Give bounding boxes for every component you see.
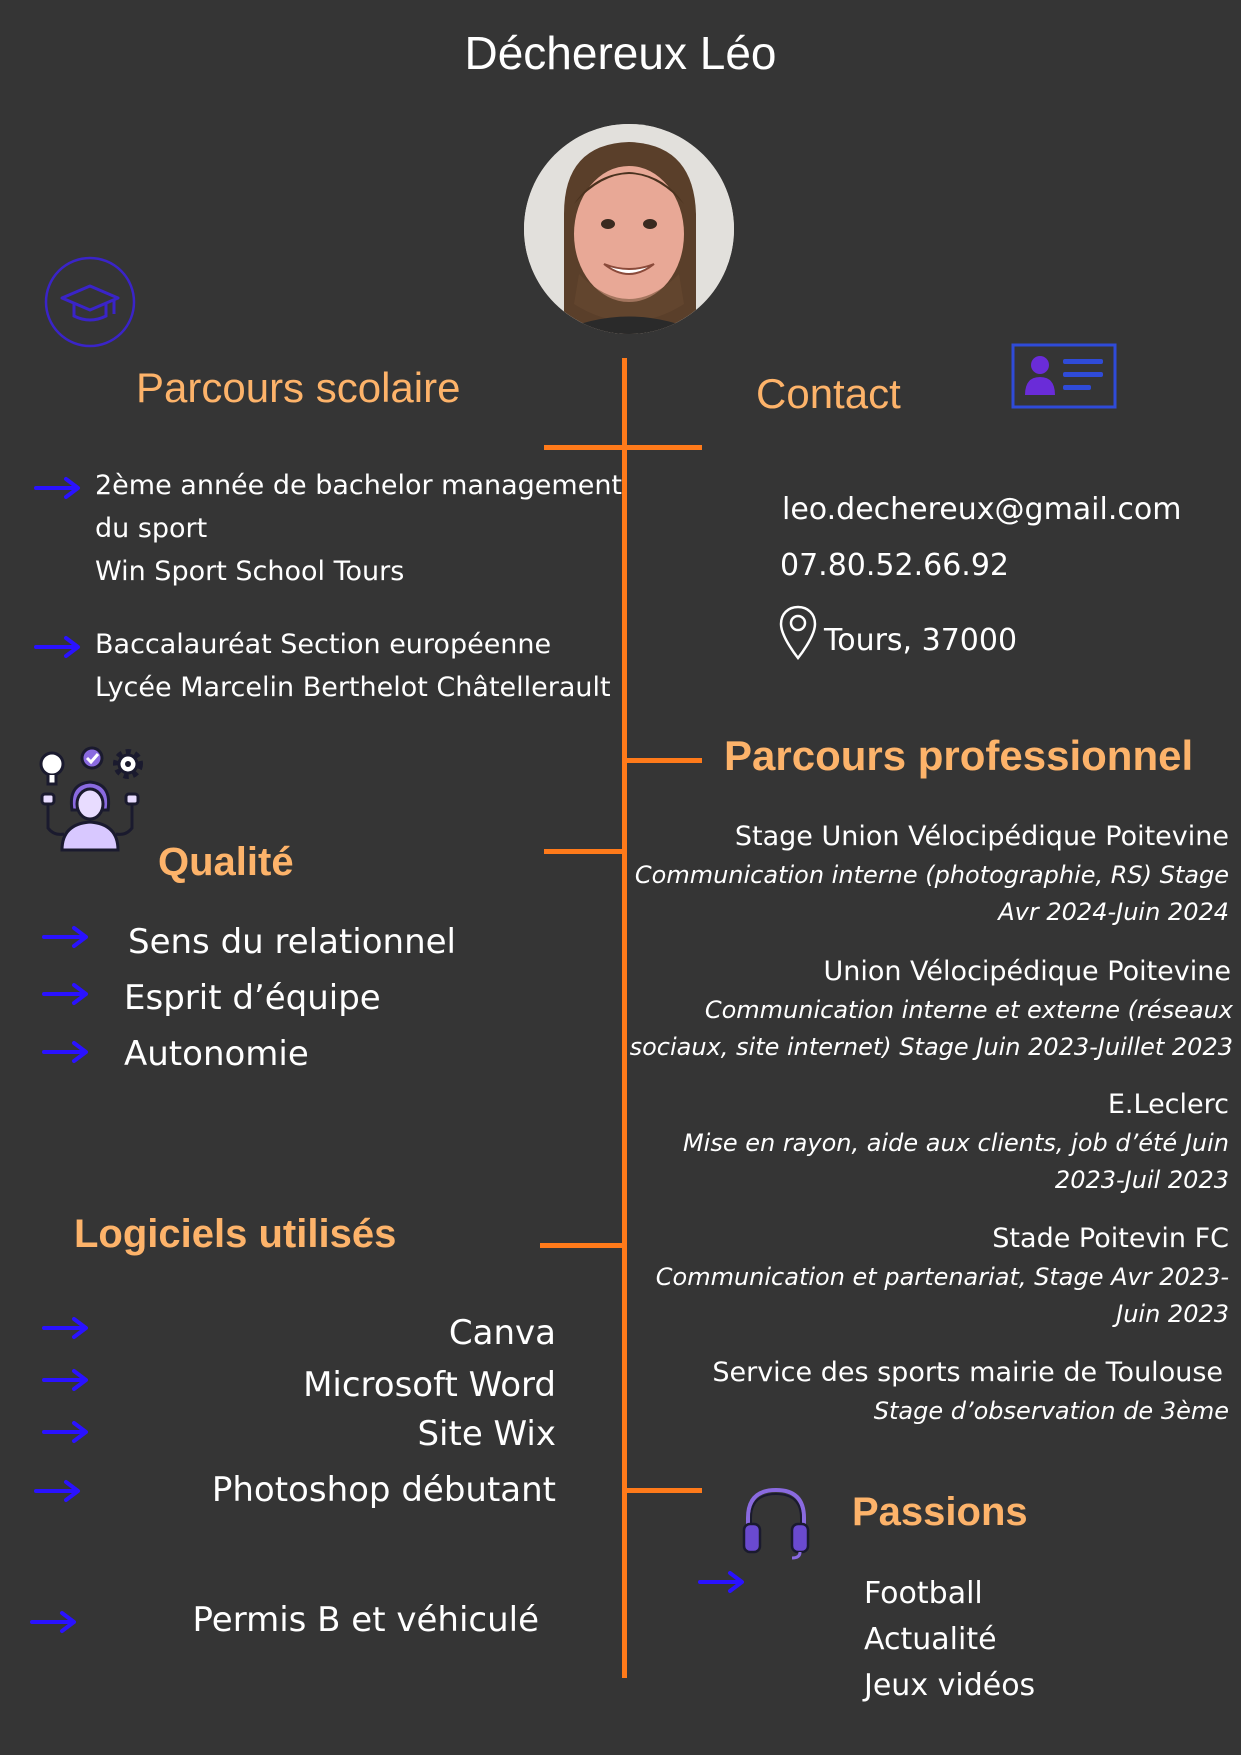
- arrow-right-icon: [34, 1479, 84, 1503]
- qualities-heading: Qualité: [158, 840, 294, 884]
- timeline-branch-software: [540, 1243, 624, 1248]
- experience-5-title: Service des sports mairie de Toulouse: [712, 1357, 1223, 1388]
- timeline-branch-qualities: [544, 849, 624, 854]
- arrow-right-icon: [34, 635, 84, 659]
- contact-card-icon: [1011, 343, 1117, 409]
- quality-item: Esprit d’équipe: [124, 978, 381, 1018]
- experience-5-detail-1: Stage d’observation de 3ème: [873, 1397, 1229, 1425]
- arrow-right-icon: [34, 476, 84, 500]
- arrow-right-icon: [30, 1610, 80, 1634]
- education-item-2-line-1: Baccalauréat Section européenne: [95, 629, 552, 660]
- education-heading: Parcours scolaire: [136, 364, 461, 411]
- experience-3-detail-1: Mise en rayon, aide aux clients, job d’été Juin: [682, 1129, 1229, 1157]
- contact-location: Tours, 37000: [824, 623, 1018, 658]
- education-item-1-line-2: du sport: [95, 513, 208, 544]
- software-item: Microsoft Word: [303, 1365, 556, 1405]
- arrow-right-icon: [42, 1368, 92, 1392]
- timeline-branch-education: [544, 445, 702, 450]
- quality-item: Autonomie: [124, 1034, 309, 1074]
- experience-2-title: Union Vélocipédique Poitevine: [823, 956, 1231, 987]
- passion-item: Actualité: [864, 1622, 997, 1657]
- contact-phone[interactable]: 07.80.52.66.92: [780, 548, 1010, 583]
- passions-heading: Passions: [852, 1490, 1028, 1534]
- contact-heading: Contact: [756, 370, 901, 417]
- software-heading: Logiciels utilisés: [74, 1212, 397, 1256]
- headphones-icon: [738, 1482, 814, 1560]
- experience-4-detail-2: Juin 2023: [1116, 1300, 1229, 1328]
- driving-license: Permis B et véhiculé: [192, 1600, 539, 1640]
- arrow-right-icon: [698, 1570, 748, 1594]
- experience-heading: Parcours professionnel: [724, 732, 1194, 779]
- experience-4-title: Stade Poitevin FC: [992, 1223, 1229, 1254]
- map-pin-icon: [778, 604, 818, 662]
- arrow-right-icon: [42, 1040, 92, 1064]
- software-item: Canva: [448, 1313, 556, 1353]
- software-item: Site Wix: [417, 1414, 556, 1454]
- qualities-person-icon: [34, 744, 146, 852]
- arrow-right-icon: [42, 1420, 92, 1444]
- profile-photo: [524, 124, 734, 334]
- education-item-2-line-2: Lycée Marcelin Berthelot Châtellerault: [95, 672, 611, 703]
- software-item: Photoshop débutant: [211, 1470, 556, 1510]
- experience-2-detail-1: Communication interne et externe (réseaux: [704, 996, 1233, 1024]
- arrow-right-icon: [42, 925, 92, 949]
- arrow-right-icon: [42, 1316, 92, 1340]
- timeline-branch-experience: [622, 758, 702, 763]
- quality-item: Sens du relationnel: [128, 922, 456, 962]
- experience-2-detail-2: sociaux, site internet) Stage Juin 2023-Juillet 2023: [629, 1033, 1233, 1061]
- timeline-branch-passions: [622, 1488, 702, 1493]
- arrow-right-icon: [42, 982, 92, 1006]
- experience-1-detail-2: Avr 2024-Juin 2024: [998, 898, 1229, 926]
- passion-item: Jeux vidéos: [864, 1668, 1036, 1703]
- education-item-1-line-3: Win Sport School Tours: [95, 556, 405, 587]
- experience-3-title: E.Leclerc: [1107, 1089, 1229, 1120]
- timeline-vertical-line: [622, 358, 627, 1678]
- experience-1-title: Stage Union Vélocipédique Poitevine: [734, 821, 1229, 852]
- experience-4-detail-1: Communication et partenariat, Stage Avr 2023-: [655, 1263, 1229, 1291]
- page-title: Déchereux Léo: [464, 27, 777, 79]
- education-item-1-line-1: 2ème année de bachelor management: [95, 470, 623, 501]
- experience-1-detail-1: Communication interne (photographie, RS) Stage: [634, 861, 1229, 889]
- contact-email[interactable]: leo.dechereux@gmail.com: [782, 492, 1182, 527]
- graduation-cap-icon: [44, 256, 136, 348]
- experience-3-detail-2: 2023-Juil 2023: [1054, 1166, 1229, 1194]
- passion-item: Football: [864, 1576, 983, 1611]
